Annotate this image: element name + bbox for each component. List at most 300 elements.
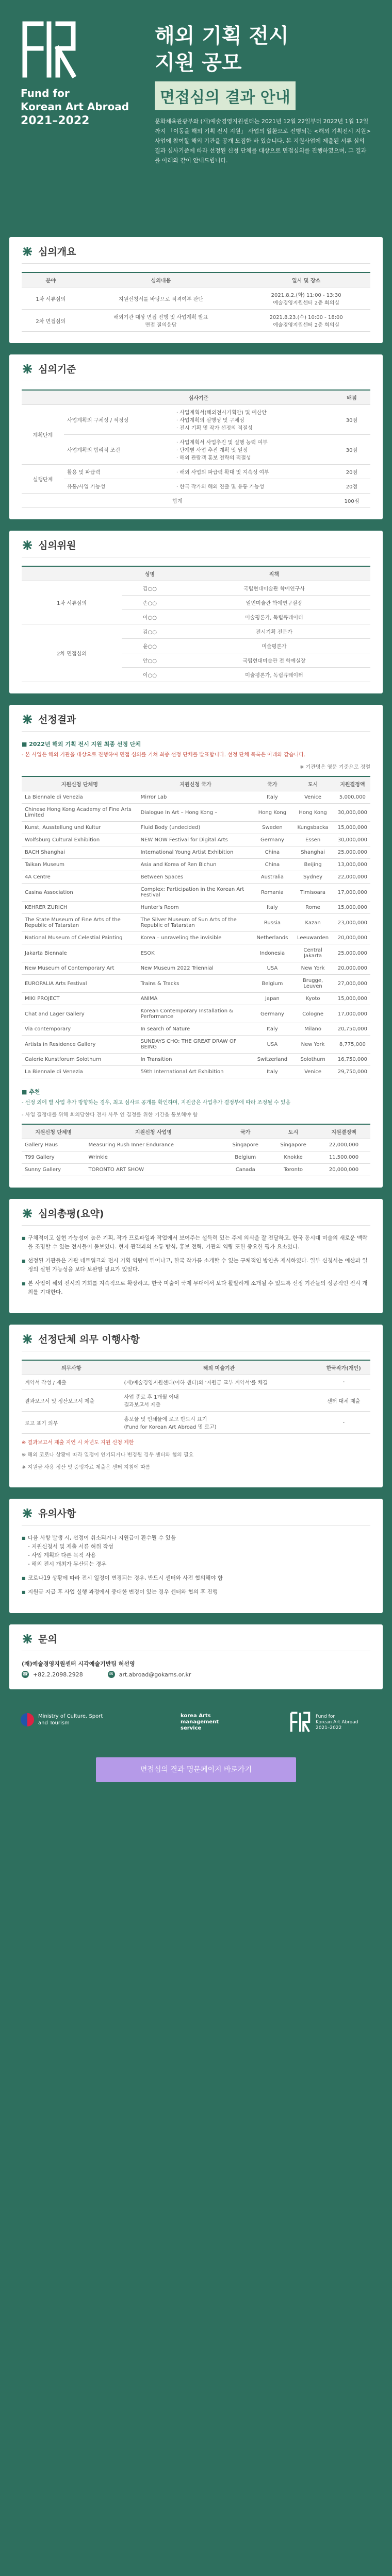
duties-note: ※ 해외 코로나 상황에 따라 일정이 연기되거나 변경될 경우 센터와 협의 필요 [22, 1452, 194, 1458]
review-section [9, 1199, 383, 1313]
fund-footer-logo [289, 1711, 358, 1734]
footer [0, 1701, 392, 1804]
table-cell: 1차 서류심의 [22, 581, 122, 624]
section-title: 문의 [38, 1634, 57, 1645]
table-cell: 20점 [333, 465, 370, 479]
table-cell: Casina Association [22, 884, 138, 902]
column-header: 지원신청 국가 [138, 776, 254, 791]
table-cell: 이○○ [122, 668, 178, 682]
table-cell: 유통/사업 가능성 [64, 479, 173, 494]
section-header [22, 1332, 370, 1351]
table-row [22, 435, 370, 465]
table-cell: Germany [253, 1005, 291, 1023]
contact-email[interactable]: art.abroad@gokams.or.kr [119, 1671, 191, 1678]
table-cell: TORONTO ART SHOW [86, 1164, 222, 1176]
table-cell: 홍보물 및 인쇄물에 로고 반드시 표기 (Fund for Korean Art Abroad 및 로고) [121, 1412, 317, 1434]
list-item: ■ 다음 사항 발생 시, 선정이 취소되거나 지원금이 환수될 수 있음 - 지원신청서 및 제출 서류 허위 작성 - 사업 계획과 다른 목적 사용 - 해외 전시 개최가 무산되는 경우 [22, 1534, 370, 1569]
column-header: 해외 미술기관 [121, 1360, 317, 1375]
table-cell: Measuring Rush Inner Endurance [86, 1139, 222, 1151]
table-cell: Solothurn [291, 1054, 334, 1066]
table-cell: In search of Nature [138, 1023, 254, 1036]
table-cell: 일민미술관 학예연구실장 [178, 596, 370, 610]
table-cell: La Biennale di Venezia [22, 791, 138, 804]
extra-table [22, 1124, 370, 1176]
column-header: 도시 [269, 1124, 317, 1139]
duties-section [9, 1325, 383, 1487]
table-cell: - [317, 1375, 371, 1389]
table-row [22, 871, 370, 884]
results-subheading: ■ 2022년 해외 기획 전시 지원 최종 선정 단체 [22, 741, 141, 748]
table-cell: Sunny Gallery [22, 1164, 86, 1176]
table-cell: 전시기획 전문가 [178, 624, 370, 639]
table-row [22, 791, 370, 804]
table-cell: Kyoto [291, 993, 334, 1005]
table-row [22, 1412, 370, 1434]
table-row [22, 932, 370, 944]
table-cell: Cologne [291, 1005, 334, 1023]
table-cell: The State Museum of Fine Arts of the Republic of Tatarstan [22, 914, 138, 932]
table-cell: · 사업계획서 사업추진 및 실행 능력 여부 · 단계별 사업 추진 계획 및 일정 · 해외 관람객 홍보 전략의 적절성 [173, 435, 333, 465]
table-cell: Trains & Tracks [138, 975, 254, 993]
overview-table [22, 272, 370, 332]
table-cell: Complex: Participation in the Korean Art Festival [138, 884, 254, 902]
column-header: 한국작가(개인) [317, 1360, 371, 1375]
table-cell: T99 Gallery [22, 1151, 86, 1164]
ministry-logo [21, 1713, 103, 1726]
table-cell: MIKI PROJECT [22, 993, 138, 1005]
contact-details [22, 1671, 370, 1678]
section-title: 심의기준 [38, 364, 76, 375]
table-cell: Leeuwarden [291, 932, 334, 944]
table-cell: Belgium [221, 1151, 269, 1164]
table-cell: 59th International Art Exhibition [138, 1066, 254, 1078]
table-row [22, 624, 370, 639]
table-cell: 20점 [333, 479, 370, 494]
table-cell: BACH Shanghai [22, 846, 138, 859]
table-cell: Asia and Korea of Ren Bichun [138, 859, 254, 871]
list-item: ■ 지원금 지급 후 사업 실행 과정에서 중대한 변경이 있는 경우 센터와 협의 후 진행 [22, 1588, 370, 1597]
table-cell: Sweden [253, 822, 291, 834]
table-cell: 사업계획의 구체성 / 적정성 [64, 405, 173, 435]
table-cell: ESOK [138, 944, 254, 962]
table-cell: Timisoara [291, 884, 334, 902]
table-cell: The Silver Museum of Sun Arts of the Republic of Tatarstan [138, 914, 254, 932]
table-row [22, 1023, 370, 1036]
sparkle-icon [22, 1633, 33, 1645]
table-row [22, 1139, 370, 1151]
table-cell: 11,500,000 [317, 1151, 370, 1164]
table-cell: International Young Artist Exhibition [138, 846, 254, 859]
fund-footer-text: Fund for Korean Art Abroad 2021–2022 [316, 1714, 358, 1731]
table-cell: Italy [253, 902, 291, 914]
table-cell: 17,000,000 [335, 1005, 370, 1023]
contact-section [9, 1624, 383, 1689]
table-row [22, 914, 370, 932]
table-cell: New Museum of Contemporary Art [22, 962, 138, 975]
table-cell: 김○○ [122, 624, 178, 639]
table-cell: Singapore [269, 1139, 317, 1151]
section-title: 선정결과 [38, 714, 76, 725]
column-header [22, 390, 64, 405]
table-cell: Essen [291, 834, 334, 846]
table-cell: 2차 면접심의 [22, 624, 122, 682]
table-cell: Japan [253, 993, 291, 1005]
column-header: 지원결정액 [335, 776, 370, 791]
table-cell: Between Spaces [138, 871, 254, 884]
table-cell: Wrinkle [86, 1151, 222, 1164]
table-cell: Switzerland [253, 1054, 291, 1066]
table-cell: · 사업계획서(해외전시기획안) 및 예산안 · 사업계획의 실행성 및 구체성 · 전시 기획 및 작가 선정의 적절성 [173, 405, 333, 435]
table-cell: (재)예술경영지원센터(이하 센터)와 '지원금 교부 계약서'를 체결 [121, 1375, 317, 1389]
list-item: ■ 코로나19 상황에 따라 전시 일정이 변경되는 경우, 반드시 센터와 사전 협의해야 함 [22, 1574, 370, 1583]
table-row [22, 1164, 370, 1176]
hero-header [0, 0, 392, 237]
table-cell: Rome [291, 902, 334, 914]
table-row [22, 902, 370, 914]
table-cell: 계획단계 [22, 405, 64, 465]
column-header: 성명 [122, 566, 178, 581]
table-cell: Toronto [269, 1164, 317, 1176]
extra-note: - 선정 외에 별 사업 추가 방향하는 경우, 최고 심사로 공개를 확인하며, 지원금은 사업추가 결정부에 따라 조정될 수 있음 [22, 1100, 291, 1106]
table-cell: National Museum of Celestial Painting [22, 932, 138, 944]
table-cell: 17,000,000 [335, 884, 370, 902]
column-header [22, 566, 122, 581]
table-cell: Hong Kong [253, 804, 291, 822]
extra-subheading: ■ 추천 [22, 1089, 40, 1095]
review-list [22, 1234, 370, 1297]
column-header: 지원신청 단체명 [22, 776, 138, 791]
kams-logo: korea Arts management service [181, 1713, 219, 1731]
committee-rows [22, 581, 370, 682]
phone-icon: ☎ [22, 1672, 28, 1677]
table-cell: ANIMA [138, 993, 254, 1005]
table-cell: Shanghai [291, 846, 334, 859]
extra-note-2: - 사업 결정대를 위해 회의당한다 전사 사무 인 결정를 위한 기간을 통보해야 함 [22, 1112, 198, 1118]
results-page-link-button[interactable]: 면접심의 결과 명문페이지 바로가기 [96, 1757, 296, 1782]
table-cell: Indonesia [253, 944, 291, 962]
table-cell: China [253, 859, 291, 871]
table-cell: 국립현대미술관 전 학예실장 [178, 653, 370, 668]
table-cell: Italy [253, 1023, 291, 1036]
table-cell: 15,000,000 [335, 902, 370, 914]
table-row [22, 1151, 370, 1164]
sparkle-icon [22, 363, 33, 375]
table-cell: Mirror Lab [138, 791, 254, 804]
table-cell: 합계 [22, 494, 333, 508]
section-title: 유의사항 [38, 1508, 76, 1519]
title-line-1: 해외 기획 전시 [155, 24, 289, 48]
sparkle-icon [22, 714, 33, 725]
column-header: 지원신청 단체명 [22, 1124, 86, 1139]
table-row [22, 993, 370, 1005]
table-cell: 5,000,000 [335, 791, 370, 804]
table-cell: New York [291, 1036, 334, 1054]
table-cell: Venice [291, 791, 334, 804]
column-header: 국가 [221, 1124, 269, 1139]
table-cell: Kazan [291, 914, 334, 932]
table-cell: USA [253, 962, 291, 975]
table-cell: 20,000,000 [335, 932, 370, 944]
table-cell: 결과보고서 및 정산보고서 제출 [22, 1389, 121, 1412]
table-cell: La Biennale di Venezia [22, 1066, 138, 1078]
table-cell: Italy [253, 1066, 291, 1078]
table-row [22, 479, 370, 494]
page-subtitle: 면접심의 결과 안내 [155, 81, 296, 110]
fund-name: Fund for Korean Art Abroad [21, 87, 129, 113]
table-cell: Russia [253, 914, 291, 932]
table-row [22, 962, 370, 975]
table-row [22, 287, 370, 310]
column-header: 도시 [291, 776, 334, 791]
fund-logo-icon [289, 1711, 312, 1734]
table-cell: 27,000,000 [335, 975, 370, 993]
table-row [22, 465, 370, 479]
table-cell: 실행단계 [22, 465, 64, 494]
table-cell: 사업 종료 후 1개월 이내 결과보고서 제출 [121, 1389, 317, 1412]
duties-note: ※ 지원금 사용 정산 및 증빙자료 제출은 센터 지침에 따름 [22, 1465, 151, 1470]
table-cell: Brugge, Leuven [291, 975, 334, 993]
section-header [22, 1632, 370, 1651]
table-cell: Kunst, Ausstellung und Kultur [22, 822, 138, 834]
table-row [22, 846, 370, 859]
table-cell: Central Jakarta [291, 944, 334, 962]
table-cell: 13,000,000 [335, 859, 370, 871]
section-title: 선정단체 의무 이행사항 [38, 1334, 140, 1345]
table-cell: 2021.8.23.(수) 10:00 - 18:00 예술경영지원센터 2층 회의실 [242, 310, 370, 332]
table-cell: 센터 대체 제출 [317, 1389, 371, 1412]
table-cell: 25,000,000 [335, 846, 370, 859]
duties-rows [22, 1375, 370, 1434]
section-header [22, 1206, 370, 1226]
table-row [22, 884, 370, 902]
table-cell: Artists in Residence Gallery [22, 1036, 138, 1054]
results-section [9, 705, 383, 1188]
section-header [22, 244, 370, 264]
table-cell: Hunter's Room [138, 902, 254, 914]
table-row [22, 1066, 370, 1078]
table-cell: Italy [253, 791, 291, 804]
table-cell: Dialogue In Art – Hong Kong – [138, 804, 254, 822]
table-cell: 4A Centre [22, 871, 138, 884]
table-cell: 100점 [333, 494, 370, 508]
table-cell: SUNDAYS CHO: THE GREAT DRAW OF BEING [138, 1036, 254, 1054]
committee-table [22, 566, 370, 682]
section-header [22, 712, 370, 732]
table-cell: 김○○ [122, 581, 178, 596]
sparkle-icon [22, 246, 33, 257]
list-item: ■ 본 사업이 해외 전시의 기회를 지속적으로 확장하고, 한국 미술이 국제 무대에서 보다 활발하게 소개될 수 있도록 선정 기관들의 성공적인 전시 개최를 기대한다. [22, 1279, 370, 1297]
table-cell: 30,000,000 [335, 834, 370, 846]
table-cell: China [253, 846, 291, 859]
duties-note: ※ 결과보고서 제출 지연 시 차년도 지원 신청 제한 [22, 1440, 134, 1446]
fund-years: 2021–2022 [21, 114, 90, 127]
table-cell: 30점 [333, 435, 370, 465]
table-row [22, 822, 370, 834]
table-cell: Venice [291, 1066, 334, 1078]
table-cell: Taikan Museum [22, 859, 138, 871]
table-cell: 15,000,000 [335, 993, 370, 1005]
extra-rows [22, 1139, 370, 1176]
table-row [22, 1005, 370, 1023]
table-row [22, 310, 370, 332]
table-cell: Germany [253, 834, 291, 846]
column-header: 직책 [178, 566, 370, 581]
section-header [22, 362, 370, 381]
table-cell: KEHRER ZURICH [22, 902, 138, 914]
table-row [22, 405, 370, 435]
table-cell: 로고 표기 의무 [22, 1412, 121, 1434]
results-table [22, 776, 370, 1078]
table-cell: Gallery Haus [22, 1139, 86, 1151]
table-row [22, 944, 370, 962]
table-cell: In Transition [138, 1054, 254, 1066]
list-item: ■ 선정된 기관들은 기관 네트워크와 전시 기획 역량이 뛰어나고, 한국 작가를 소개할 수 있는 구체적인 방안을 제시하였다. 일부 신청서는 예산과 일정의 실현 가능성을 보다 보완할 필요가 있었다. [22, 1257, 370, 1274]
table-cell: Fluid Body (undecided) [138, 822, 254, 834]
table-row [22, 1389, 370, 1412]
table-cell: Hong Kong [291, 804, 334, 822]
column-header: 지원결정액 [317, 1124, 370, 1139]
table-cell: Kungsbacka [291, 822, 334, 834]
title-line-2: 지원 공모 [155, 51, 242, 75]
column-header: 의무사항 [22, 1360, 121, 1375]
table-cell: Korea – unraveling the invisible [138, 932, 254, 944]
table-cell: Sydney [291, 871, 334, 884]
table-cell: 해외기관 대상 면접 진행 및 사업계획 발표 면접 질의응답 [80, 310, 242, 332]
fund-logo-icon [21, 19, 77, 80]
table-cell: 22,000,000 [335, 871, 370, 884]
table-row [22, 834, 370, 846]
column-header: 심의내용 [80, 273, 242, 287]
results-rows [22, 791, 370, 1078]
table-cell: · 해외 사업의 파급력 확대 및 지속성 여부 [173, 465, 333, 479]
table-cell: Wolfsburg Cultural Exhibition [22, 834, 138, 846]
table-row [22, 859, 370, 871]
table-cell: · 한국 작가의 해외 진출 및 유통 가능성 [173, 479, 333, 494]
table-cell: 22,000,000 [317, 1139, 370, 1151]
list-item: ■ 구체적이고 실현 가능성이 높은 기획, 작가 프로파일과 작업에서 보여주는 설득력 있는 주제 의식을 잘 전달하고, 한국 동시대 미술의 새로운 맥락을 조명할 수 있는 전시들이 돋보였다. 현지 관객과의 소통 방식, 홍보 전략, 기관의 역량 또한 중요한 평가 요소였다. [22, 1234, 370, 1251]
table-row [22, 1036, 370, 1054]
section-title: 심의총평(요약) [38, 1208, 104, 1219]
table-cell: 미술평론가 [178, 639, 370, 653]
sparkle-icon [22, 1208, 33, 1219]
table-cell: Galerie Kunstforum Solothurn [22, 1054, 138, 1066]
criteria-section [9, 354, 383, 519]
table-cell: 20,000,000 [335, 962, 370, 975]
email-icon: ✉ [108, 1671, 115, 1678]
table-cell: 미술평론가, 독립큐레이터 [178, 610, 370, 624]
table-cell: 25,000,000 [335, 944, 370, 962]
table-cell: 손○○ [122, 596, 178, 610]
table-cell: Knokke [269, 1151, 317, 1164]
table-row [22, 581, 370, 596]
page-title [155, 23, 289, 76]
table-cell: EUROPALIA Arts Festival [22, 975, 138, 993]
table-row [22, 804, 370, 822]
column-header: 일시 및 장소 [242, 273, 370, 287]
table-cell: 23,000,000 [335, 914, 370, 932]
notice-section [9, 1499, 383, 1613]
column-header: 국가 [253, 776, 291, 791]
table-cell: Korean Contemporary Installation & Performance [138, 1005, 254, 1023]
section-header [22, 1506, 370, 1526]
table-cell: Via contemporary [22, 1023, 138, 1036]
table-cell: Chinese Hong Kong Academy of Fine Arts Limited [22, 804, 138, 822]
sparkle-icon [22, 1507, 33, 1519]
notice-list [22, 1534, 370, 1597]
table-row [22, 1054, 370, 1066]
column-header: 심사기준 [64, 390, 333, 405]
table-cell: 지원신청서를 바탕으로 적격여부 판단 [80, 287, 242, 310]
table-cell: USA [253, 1036, 291, 1054]
intro-text: 문화체육관광부와 (재)예술경영지원센터는 2021년 12월 22일부터 2022년 1월 12일까지 「이동을 해외 기획 전시 지원」 사업의 일환으로 진행되는 <해외 기획전시 지원> 사업에 참여할 해외 기관을 공개 모집한 바 있습니다. 본 지원사업에 제출된 서류 심의 결과 심사기준에 따라 선정된 신청 단체를 대상으로 면접심의를 진행하였으며, 그 결과를 아래와 같이 안내드립니다. [155, 118, 371, 164]
sparkle-icon [22, 539, 33, 551]
table-cell: 2021.8.2.(화) 11:00 - 13:30 예술경영지원센터 2층 회의실 [242, 287, 370, 310]
table-cell: Canada [221, 1164, 269, 1176]
table-cell: Australia [253, 871, 291, 884]
table-cell: 15,000,000 [335, 822, 370, 834]
table-cell: Belgium [253, 975, 291, 993]
table-cell: 계약서 작성 / 제출 [22, 1375, 121, 1389]
column-header: 지원신청 사업명 [86, 1124, 222, 1139]
sparkle-icon [22, 1333, 33, 1345]
duties-table [22, 1360, 370, 1434]
section-title: 심의위원 [38, 540, 76, 551]
table-cell: 16,750,000 [335, 1054, 370, 1066]
table-cell: Singapore [221, 1139, 269, 1151]
table-cell: Chat and Lager Gallery [22, 1005, 138, 1023]
table-cell: Jakarta Biennale [22, 944, 138, 962]
results-intro: - 본 사업은 해외 기관을 대상으로 진행하여 면접 심의를 거쳐 최종 선정 단체를 발표합니다. 선정 단체 목록은 아래와 같습니다. [22, 752, 306, 758]
table-cell: 미술평론가, 독립큐레이터 [178, 668, 370, 682]
column-header: 배점 [333, 390, 370, 405]
table-cell: 20,000,000 [317, 1164, 370, 1176]
table-cell: Romania [253, 884, 291, 902]
table-row [22, 1375, 370, 1389]
table-cell: - [317, 1412, 371, 1434]
contact-org: (재)예술경영지원센터 시각예술기반팀 허선영 [22, 1660, 135, 1667]
table-cell: 사업계획의 합리적 조건 [64, 435, 173, 465]
ministry-emblem-icon [21, 1713, 34, 1726]
criteria-table [22, 389, 370, 508]
table-cell: Beijing [291, 859, 334, 871]
table-cell: 29,750,000 [335, 1066, 370, 1078]
table-cell: 30,000,000 [335, 804, 370, 822]
column-header: 분야 [22, 273, 80, 287]
ministry-name: Ministry of Culture, Sport and Tourism [38, 1714, 103, 1726]
table-cell: 8,775,000 [335, 1036, 370, 1054]
table-row [22, 494, 370, 508]
table-cell: New Museum 2022 Triennial [138, 962, 254, 975]
table-cell: Netherlands [253, 932, 291, 944]
table-cell: 1차 서류심의 [22, 287, 80, 310]
table-cell: New York [291, 962, 334, 975]
committee-section [9, 531, 383, 693]
results-note: ※ 기관명은 영문 기준으로 정렬 [299, 765, 370, 770]
table-cell: 안○○ [122, 653, 178, 668]
section-title: 심의개요 [38, 246, 76, 258]
table-cell: 윤○○ [122, 639, 178, 653]
table-cell: 20,750,000 [335, 1023, 370, 1036]
overview-section [9, 237, 383, 343]
table-cell: 2차 면접심의 [22, 310, 80, 332]
table-cell: 이○○ [122, 610, 178, 624]
table-cell: 30점 [333, 405, 370, 435]
table-cell: 국립현대미술관 학예연구사 [178, 581, 370, 596]
table-cell: Milano [291, 1023, 334, 1036]
section-header [22, 538, 370, 557]
contact-phone[interactable]: +82.2.2098.2928 [33, 1671, 83, 1678]
table-cell: 활용 및 파급력 [64, 465, 173, 479]
